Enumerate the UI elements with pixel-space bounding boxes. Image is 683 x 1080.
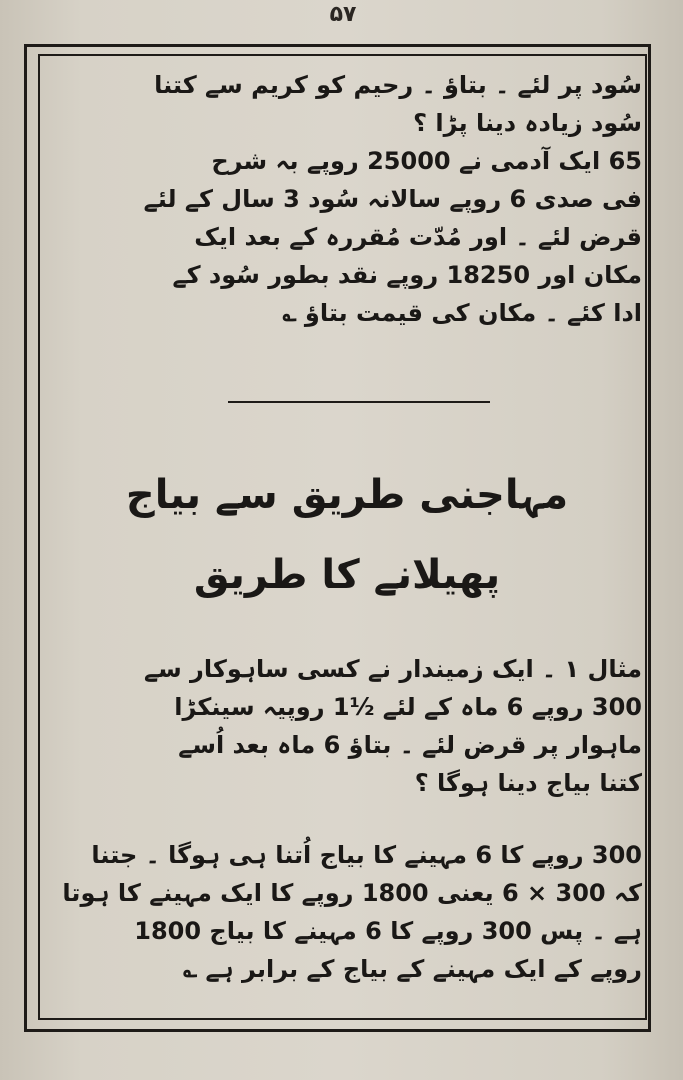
text-line: کتنا بیاج دینا ہوگا ؟ xyxy=(414,769,642,797)
text-line: روپے کے ایک مہینے کے بیاج کے برابر ہے ؎ xyxy=(183,955,642,983)
example-block xyxy=(52,650,642,802)
solution-block xyxy=(52,836,642,988)
section-divider xyxy=(228,401,490,403)
text-line: 300 روپے 6 ماہ کے لئے ½1 روپیہ سینکڑا xyxy=(174,693,642,721)
text-line: ماہوار پر قرض لئے ۔ بتاؤ 6 ماہ بعد اُسے xyxy=(178,731,642,759)
page-number: ۵۷ xyxy=(329,2,357,27)
text-line: سُود پر لئے ۔ بتاؤ ۔ رحیم کو کریم سے کتنا xyxy=(154,71,642,99)
text-line: 300 روپے کا 6 مہینے کا بیاج اُتنا ہی ہوگا ۔ جتنا xyxy=(91,841,642,869)
question-block xyxy=(52,66,642,332)
text-line: قرض لئے ۔ اور مُدّت مُقررہ کے بعد ایک xyxy=(194,223,642,251)
text-line: 65 ایک آدمی نے 25000 روپے بہ شرح xyxy=(211,147,642,175)
text-line: مثال ۱ ۔ ایک زمیندار نے کسی ساہوکار سے xyxy=(144,655,642,683)
text-line: مکان اور 18250 روپے نقد بطور سُود کے xyxy=(172,261,642,289)
text-line: ادا کئے ۔ مکان کی قیمت بتاؤ ؎ xyxy=(282,299,642,327)
text-line: سُود زیادہ دینا پڑا ؟ xyxy=(413,109,642,137)
text-line: کہ 300 × 6 یعنی 1800 روپے کا ایک مہینے کا ہوتا xyxy=(62,879,642,907)
text-line: ہے ۔ پس 300 روپے کا 6 مہینے کا بیاج 1800 xyxy=(134,917,642,945)
text-line: فی صدی 6 روپے سالانہ سُود 3 سال کے لئے xyxy=(143,185,642,213)
section-heading-line-2: پھیلانے کا طریق xyxy=(193,552,501,598)
section-heading-line-1: مہاجنی طریق سے بیاج xyxy=(125,472,569,518)
